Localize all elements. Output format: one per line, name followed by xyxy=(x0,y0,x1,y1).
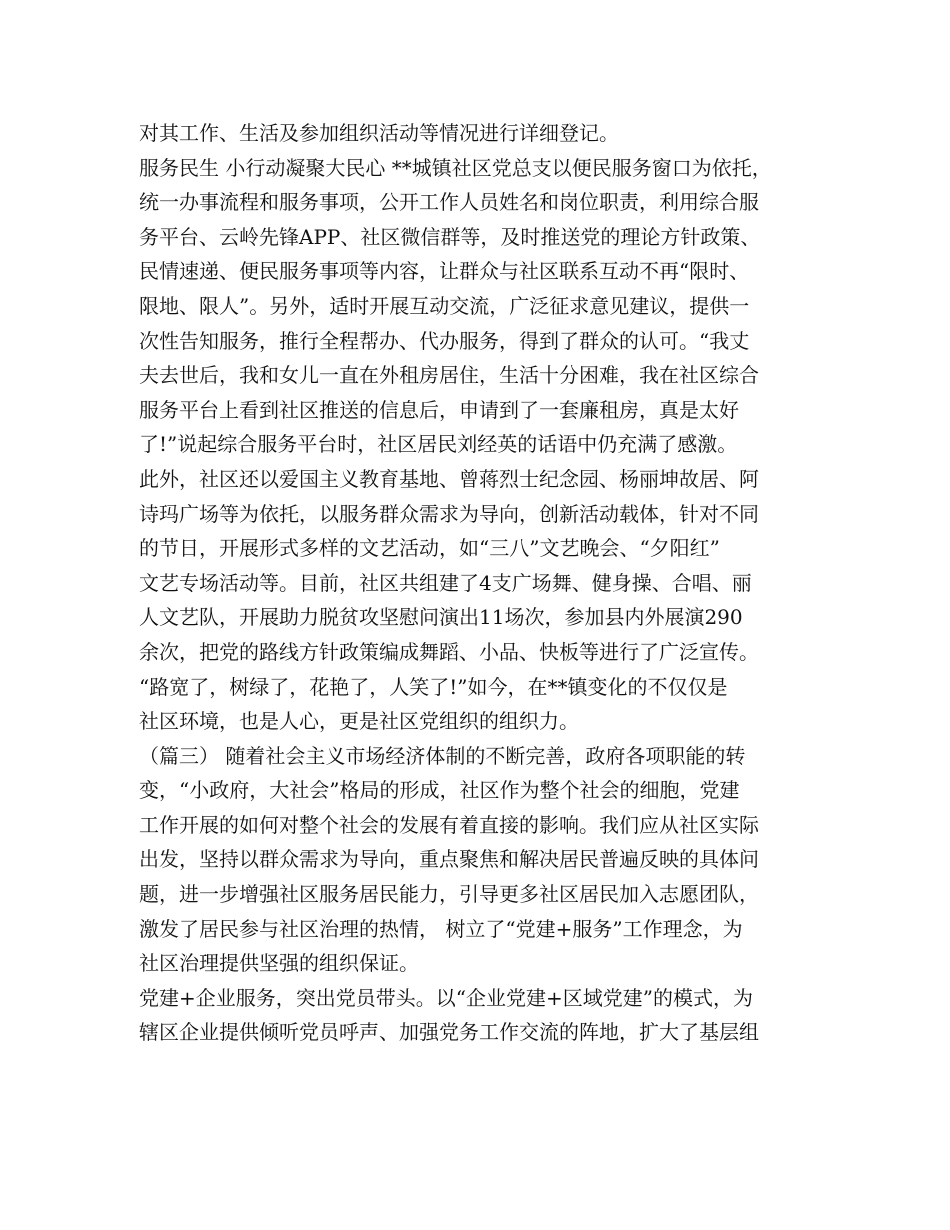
text-line: “路宽了，树绿了，花艳了，人笑了!”如今，在**镇变化的不仅仅是 xyxy=(139,674,728,699)
text-line: 诗玛广场等为依托，以服务群众需求为导向，创新活动载体，针对不同 xyxy=(139,501,759,526)
text-line: 限地、限人”。另外，适时开展互动交流，广泛征求意见建议，提供一 xyxy=(139,293,750,318)
text-line: 次性告知服务，推行全程帮办、代办服务，得到了群众的认可。“我丈 xyxy=(139,328,750,353)
text-line: 党建+企业服务，突出党员带头。以“企业党建+区域党建”的模式，为 xyxy=(139,985,753,1010)
text-line: 此外，社区还以爱国主义教育基地、曾蒋烈士纪念园、杨丽坤故居、阿 xyxy=(139,466,759,491)
text-line: 服务民生 小行动凝聚大民心 **城镇社区党总支以便民服务窗口为依托， xyxy=(139,155,772,180)
text-line: 社区治理提供坚强的组织保证。 xyxy=(139,951,419,976)
body-text xyxy=(139,116,819,1050)
text-line: 的节日，开展形式多样的文艺活动，如“三八”文艺晚会、“夕阳红” xyxy=(139,536,720,561)
text-line: 统一办事流程和服务事项，公开工作人员姓名和岗位职责，利用综合服 xyxy=(139,190,759,215)
text-line: 人文艺队，开展助力脱贫攻坚慰问演出11场次，参加县内外展演290 xyxy=(139,605,743,630)
text-line: 辖区企业提供倾听党员呼声、加强党务工作交流的阵地，扩大了基层组 xyxy=(139,1020,759,1045)
text-line: 社区环境，也是人心，更是社区党组织的组织力。 xyxy=(139,709,579,734)
text-line: 夫去世后，我和女儿一直在外租房居住，生活十分困难，我在社区综合 xyxy=(139,363,759,388)
text-line: 民情速递、便民服务事项等内容，让群众与社区联系互动不再“限时、 xyxy=(139,259,750,284)
text-line: （篇三） 随着社会主义市场经济体制的不断完善，政府各项职能的转 xyxy=(139,743,746,768)
text-line: 余次，把党的路线方针政策编成舞蹈、小品、快板等进行了广泛宣传。 xyxy=(139,639,759,664)
text-line: 务平台、云岭先锋APP、社区微信群等，及时推送党的理论方针政策、 xyxy=(139,224,761,249)
text-line: 出发，坚持以群众需求为导向，重点聚焦和解决居民普遍反映的具体问 xyxy=(139,847,759,872)
text-line: 服务平台上看到社区推送的信息后，申请到了一套廉租房，真是太好 xyxy=(139,397,739,422)
text-line: 变，“小政府，大社会”格局的形成，社区作为整个社会的细胞，党建 xyxy=(139,778,740,803)
text-line: 文艺专场活动等。目前，社区共组建了4支广场舞、健身操、合唱、丽 xyxy=(139,570,752,595)
text-line: 工作开展的如何对整个社会的发展有着直接的影响。我们应从社区实际 xyxy=(139,812,759,837)
text-line: 激发了居民参与社区治理的热情， 树立了“党建+服务”工作理念，为 xyxy=(139,916,743,941)
text-line: 对其工作、生活及参加组织活动等情况进行详细登记。 xyxy=(139,121,619,145)
text-line: 了!”说起综合服务平台时，社区居民刘经英的话语中仍充满了感激。 xyxy=(139,432,738,457)
text-line: 题，进一步增强社区服务居民能力，引导更多社区居民加入志愿团队， xyxy=(139,882,759,907)
